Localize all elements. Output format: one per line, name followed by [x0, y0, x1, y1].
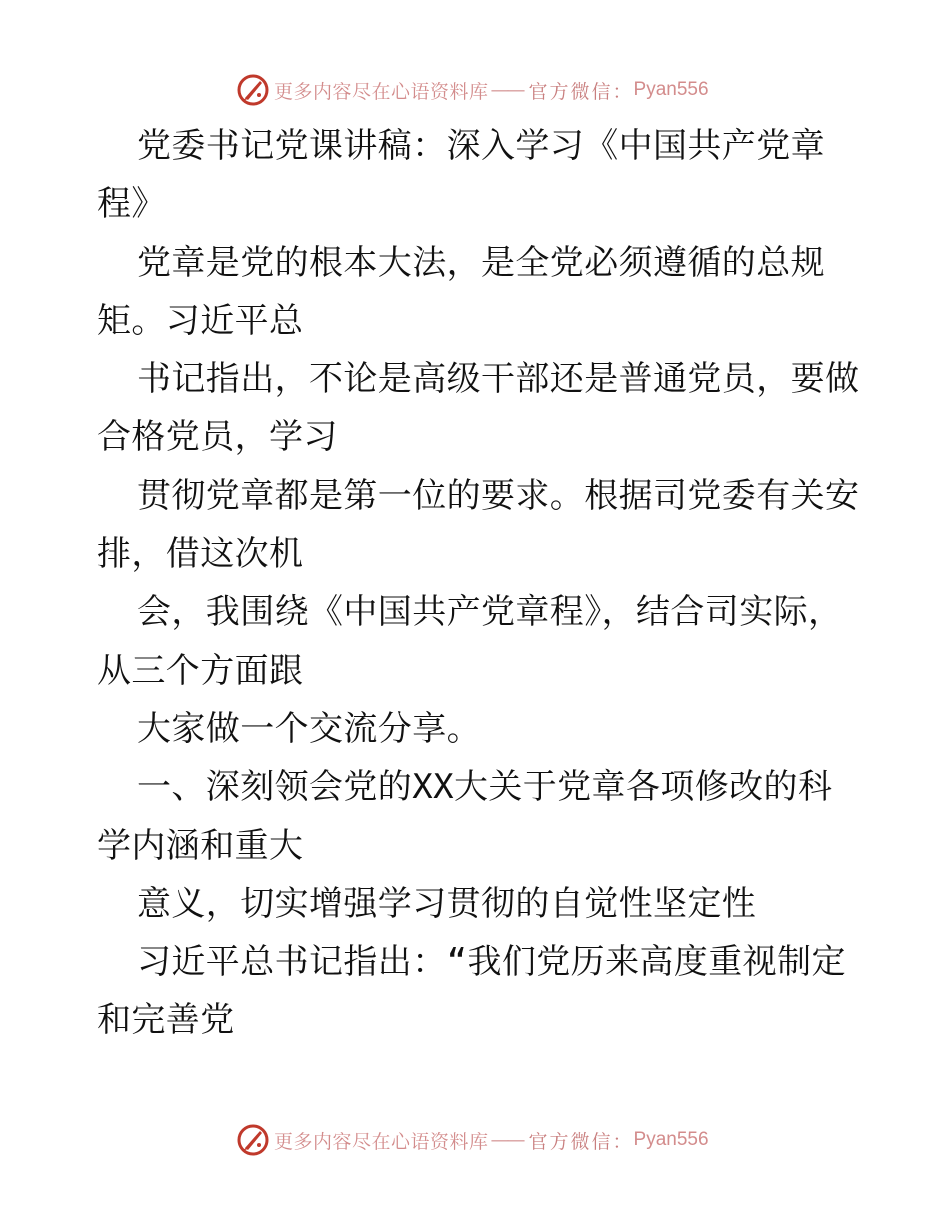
banner-site-text: 更多内容尽在心语资料库: [274, 1130, 489, 1153]
quill-logo-icon: [236, 1123, 270, 1157]
section-heading-line-3: 意义，切实增强学习贯彻的自觉性坚定性: [137, 883, 757, 924]
paragraph-line: 会，我围绕《中国共产党章程》，结合司实际，: [137, 592, 843, 633]
header-banner: [236, 73, 709, 107]
document-body: [97, 117, 877, 1050]
banner-dash: ——: [490, 1129, 523, 1151]
title-line-2: 程》: [97, 184, 166, 225]
banner-site-text: 更多内容尽在心语资料库: [274, 80, 489, 103]
paragraph-line: 书记指出，不论是高级干部还是普通党员，要做: [137, 359, 860, 400]
paragraph-line: 党章是党的根本大法，是全党必须遵循的总规: [137, 242, 825, 283]
paragraph-line: 大家做一个交流分享。: [137, 708, 481, 749]
paragraph-line: 习近平总书记指出：“我们党历来高度重视制定: [137, 942, 846, 983]
paragraph-line: 从三个方面跟: [97, 650, 304, 691]
banner-wechat-id: Pyan556: [633, 79, 709, 100]
paragraph-line: 贯彻党章都是第一位的要求。根据司党委有关安: [137, 475, 860, 516]
paragraph-line: 排，借这次机: [97, 534, 304, 575]
section-heading-line-1: 一、深刻领会党的XX大关于党章各项修改的科: [137, 767, 833, 808]
banner-wechat-label: 官方微信：: [528, 1130, 634, 1153]
section-heading-line-2: 学内涵和重大: [97, 825, 304, 866]
paragraph-line: 合格党员，学习: [97, 417, 338, 458]
banner-wechat-id: Pyan556: [633, 1129, 709, 1150]
banner-wechat-label: 官方微信：: [528, 80, 634, 103]
paragraph-line: 和完善党: [97, 1000, 235, 1041]
footer-banner: [236, 1123, 709, 1157]
title-line-1: 党委书记党课讲稿：深入学习《中国共产党章: [137, 126, 825, 166]
quill-logo-icon: [236, 73, 270, 107]
paragraph-line: 矩。习近平总: [97, 300, 304, 341]
banner-dash: ——: [490, 79, 523, 101]
